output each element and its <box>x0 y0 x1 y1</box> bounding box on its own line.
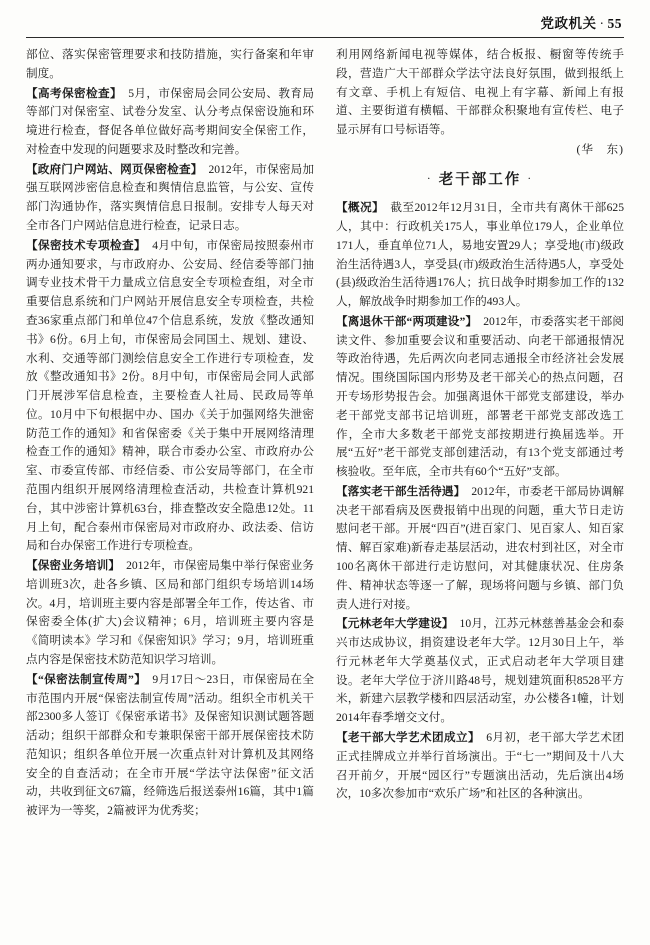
paragraph-lead: 【政府门户网站、网页保密检查】 <box>26 162 197 176</box>
paragraph <box>336 483 624 614</box>
paragraph <box>26 237 314 556</box>
paragraph <box>336 729 624 804</box>
header-divider <box>26 37 624 38</box>
paragraph <box>26 85 314 160</box>
paragraph-lead: 【概况】 <box>336 201 379 215</box>
paragraph-text: 截至2012年12月31日，全市共有离休干部625人，其中：行政机关175人，事业单位179人，企业单位171人，垂直单位71人，易地安置29人；享受地(市)级政治生活待遇3人，享受县(市)级政治生活待遇5人，享受处(县)级政治生活待遇176人；抗日战争时期参加工作的132人，解放战争时期参加工作的493人。 <box>336 201 624 309</box>
paragraph-lead: 【落实老干部生活待遇】 <box>336 484 460 498</box>
paragraph-text: 2012年，市委老干部局协调解决老干部看病及医费报销中出现的问题，重大节日走访慰问老干部。开展“四百”(进百家门、见百家人、知百家情、解百家难)新春走基层活动，进农村到社区，对全市100名离休干部进行走访慰问，对其健康状况、住房条件、精神状态等逐一了解，现场将问题与乡镇、部门负责人进行对接。 <box>336 484 624 611</box>
paragraph-text: 利用网络新闻电视等媒体，结合板报、橱窗等传统手段，营造广大干部群众学法守法良好氛围，做到报纸上有文章、手机上有短信、电视上有字幕、新闻上有报道、主要街道有横幅、干部群众积聚地有宣传栏、电子显示屏有口号标语等。 <box>336 48 624 137</box>
section-bullet-right: · <box>527 170 534 185</box>
header-title: 党政机关 <box>540 16 597 31</box>
right-column <box>336 46 624 926</box>
paragraph-text: 10月，江苏元林慈善基金会和泰兴市达成协议，捐资建设老年大学。12月30日上午，举行元林老年大学奠基仪式，正式启动老年大学项目建设。老年大学位于济川路48号，规划建筑面积8528平方米，新建六层教学楼和四层活动室，办公楼各1幢，计划2014年春季增交文付。 <box>336 617 624 725</box>
paragraph <box>336 46 624 140</box>
paragraph-lead: 【“保密法制宣传周”】 <box>26 672 141 686</box>
paragraph-text: 2012年，市委落实老干部阅读文件、参加重要会议和重要活动、向老干部通报情况等政治待遇，先后两次向老同志通报全市经济社会发展情况。围绕国际国内形势及老干部关心的热点问题，召开专场形势报告会。加强离退休干部党支部建设，举办老干部党支部书记培训班，部署老干部党支部改选工作，全市大多数老干部党支部按期进行换届选举。开展“五好”老干部党支部创建活动，有13个党支部通过考核验收。至年底，全市共有60个“五好”支部。 <box>336 314 624 479</box>
paragraph-lead: 【离退休干部“两项建设”】 <box>336 314 472 328</box>
paragraph-text: 9月17日～23日，市保密局在全市范围内开展“保密法制宣传周”活动。组织全市机关干部2300多人签订《保密承诺书》及保密知识测试题答题活动；组织干部群众和专兼职保密干部开展保密技术防范知识；组织各单位开展一次重点针对计算机及其网络安全的自查活动；在全市开展“学法守法保密”征文活动，共收到征文67篇，经筛选后报送泰州16篇，其中1篇被评为一等奖，2篇被评为优秀奖； <box>26 672 314 818</box>
paragraph-text: 2012年，市保密局集中举行保密业务培训班3次，赴各乡镇、区局和部门组织专场培训14场次。4月，培训班主要内容是部署全年工作，传达省、市保密委全体(扩大)会议精神；6月，培训班主要内容是《简明读本》学习和《保密知识》学习；9月，培训班重点内容是保密技术防范知识学习培训。 <box>26 559 314 666</box>
paragraph <box>26 671 314 821</box>
paragraph-lead: 【元林老年大学建设】 <box>336 617 448 631</box>
header-page-number: 55 <box>607 16 622 31</box>
article-signoff: (华 东) <box>576 142 624 156</box>
paragraph-lead: 【高考保密检查】 <box>26 86 117 100</box>
paragraph <box>26 557 314 670</box>
paragraph-text: 4月中旬，市保密局按照泰州市两办通知要求，与市政府办、公安局、经信委等部门抽调专业技术骨干力量成立信息安全专项检查组，对全市重要信息系统和门户网站开展信息安全专项检查，共检查36家重点部门和单位47个信息系统，发放《整改通知书》6份。6月上旬，市保密局会同国土、规划、建设、水利、交通等部门测绘信息安全工作进行专项检查，发放《整改通知书》2份。8月中旬，市保密局会同人武部门开展涉军信息检查，主要检查人社局、民政局等单位。10月中下旬根据中办、国办《关于加强网络失泄密防范工作的通知》和省保密委《关于集中开展网络清理检查工作的通知》精神，联合市委办公室、市政府办公室、市委宣传部、市经信委、市公安局等部门，在全市范围内组织开展网络清理检查活动，共检查计算机921台，其中涉密计算机63台，排查整改安全隐患12处。11月上旬，配合泰州市保密局对市政府办、政法委、信访局和台办保密工作进行专项检查。 <box>26 238 314 553</box>
paragraph-text: 部位、落实保密管理要求和技防措施，实行备案和年审制度。 <box>26 48 314 80</box>
section-heading <box>336 169 624 192</box>
paragraph <box>336 615 624 728</box>
paragraph <box>336 199 624 312</box>
section-bullet-left: · <box>426 170 433 185</box>
paragraph <box>26 46 314 84</box>
paragraph <box>26 161 314 236</box>
paragraph-text: 6月初，老干部大学艺术团正式挂牌成立并举行首场演出。于“七一”期间及十八大召开前夕，开展“园区行”专题演出活动，先后演出4场次，10多次参加市“欢乐广场”和社区的各种演出。 <box>336 731 624 801</box>
paragraph-lead: 【保密业务培训】 <box>26 559 115 573</box>
header-separator: · <box>599 16 605 31</box>
section-heading-label: 老干部工作 <box>438 171 522 188</box>
left-column <box>26 46 314 926</box>
paragraph-text: 5月，市保密局会同公安局、教育局等部门对保密室、试卷分发室、认分考点保密设施和环境进行检查，督促各单位做好高考期间安全保密工作，对检查中发现的问题要求及时整改和完善。 <box>26 86 314 156</box>
page-header <box>26 14 624 34</box>
paragraph-text: 2012年，市保密局加强互联网涉密信息检查和舆情信息监管，与公安、宣传部门沟通协作，落实舆情信息日报制。安排专人每天对全市各门户网站信息进行检查，记录日志。 <box>26 162 314 233</box>
paragraph-lead: 【保密技术专项检查】 <box>26 238 141 252</box>
paragraph-lead: 【老干部大学艺术团成立】 <box>336 731 475 745</box>
two-column-layout <box>26 46 624 926</box>
paragraph <box>336 313 624 482</box>
